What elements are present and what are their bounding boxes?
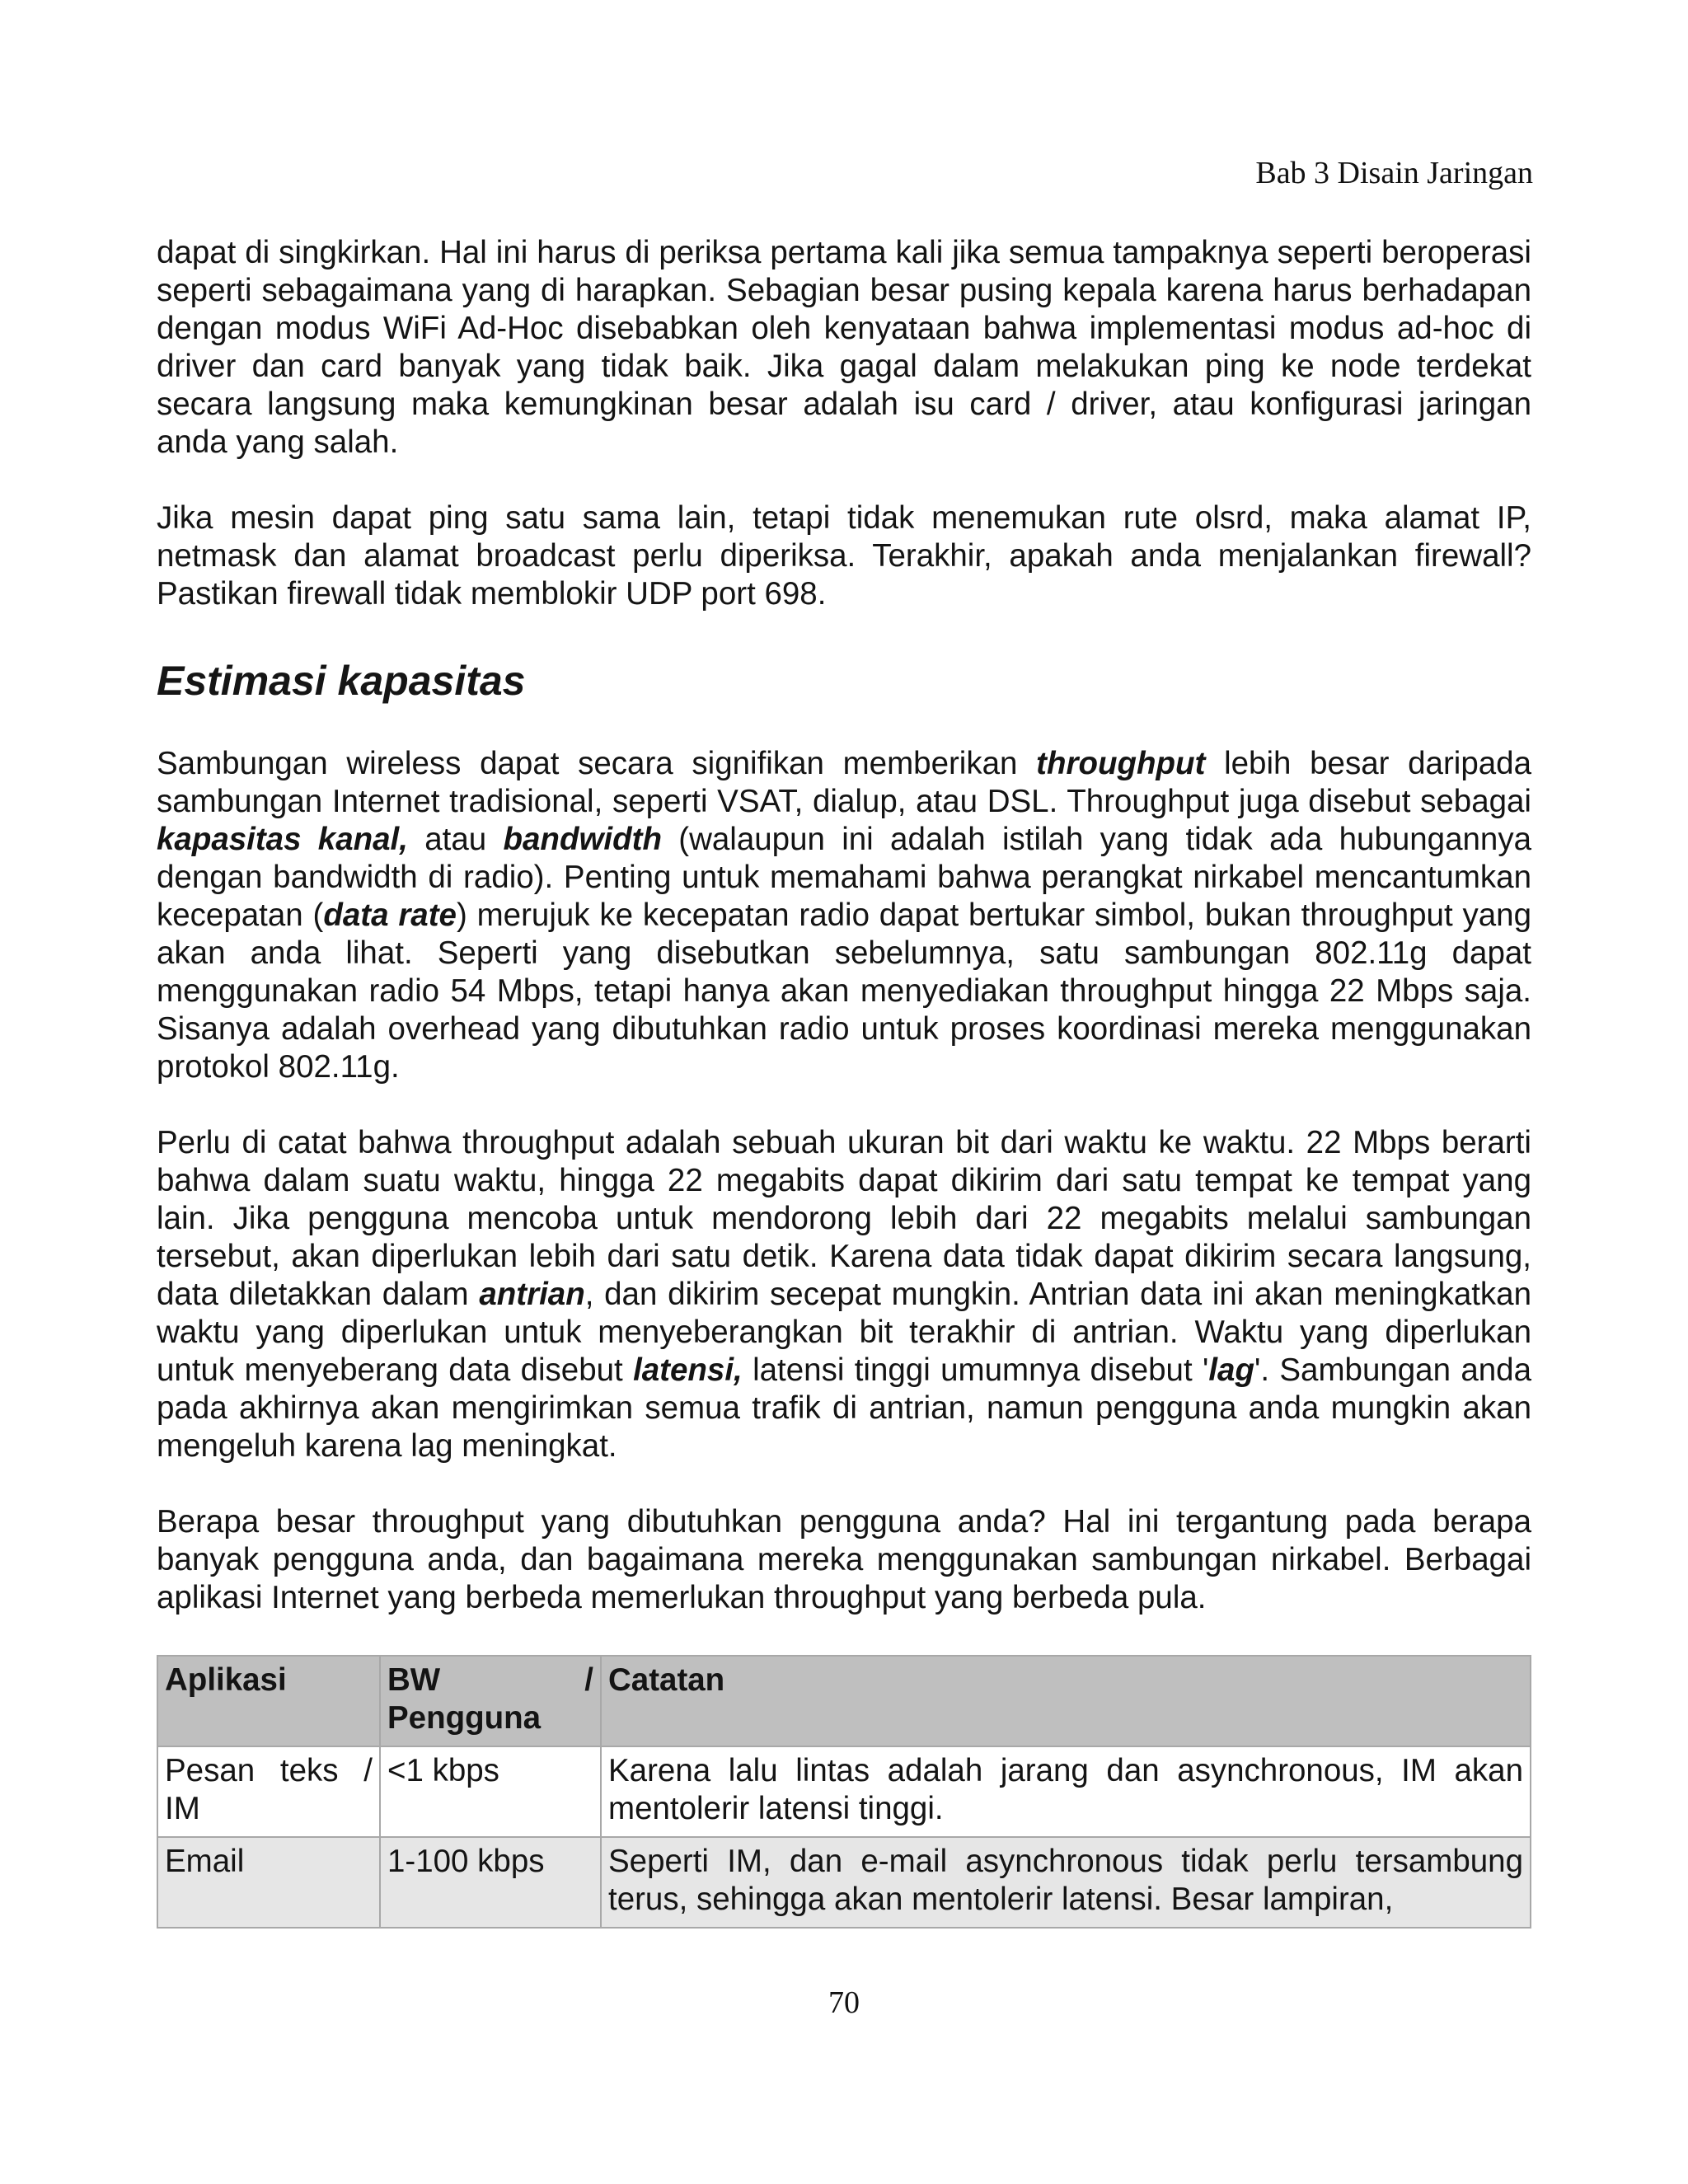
paragraph-2: Jika mesin dapat ping satu sama lain, tetapi tidak menemukan rute olsrd, maka alamat IP, netmask dan alamat broadcast perlu diperiksa. Terakhir, apakah anda menjalankan firewall? Pastikan firewall tidak memblokir UDP port 698. [157,500,1531,612]
text-segment: (walaupun ini adalah istilah yang tidak ada hubungannya dengan bandwidth di radio). Penting untuk memahami bahwa perangkat nirkabel mencantumkan kecepatan ( [157,822,1531,933]
running-header: Bab 3 Disain Jaringan [1255,156,1533,190]
term-kapasitas-kanal: kapasitas kanal, [157,822,408,857]
term-latensi: latensi, [633,1352,743,1388]
paragraph-5: Berapa besar throughput yang dibutuhkan pengguna anda? Hal ini tergantung pada berapa banyak pengguna anda, dan bagaimana mereka menggunakan sambungan nirkabel. Berbagai aplikasi Internet yang berbeda memerlukan throughput yang berbeda pula. [157,1504,1531,1615]
table-header-row [157,1656,1531,1746]
term-antrian: antrian [479,1277,585,1312]
term-bandwidth: bandwidth [503,822,662,857]
cell-bw: <1 kbps [380,1746,601,1837]
cell-bw: 1-100 kbps [380,1837,601,1928]
text-segment: lebih besar daripada sambungan Internet tradisional, seperti VSAT, dialup, atau DSL. Throughput juga disebut sebagai [157,746,1531,819]
cell-catatan: Karena lalu lintas adalah jarang dan asynchronous, IM akan mentolerir latensi tinggi. [601,1746,1531,1837]
text-segment: atau [407,822,504,857]
table-row [157,1837,1531,1928]
text-segment: '. Sambungan anda pada akhirnya akan mengirimkan semua trafik di antrian, namun pengguna anda mungkin akan mengeluh karena lag meningkat. [157,1352,1531,1464]
cell-aplikasi: Pesan teks / IM [157,1746,380,1837]
header-aplikasi: Aplikasi [157,1656,380,1746]
term-data-rate: data rate [323,898,457,933]
paragraph-4 [157,1124,1531,1465]
header-catatan: Catatan [601,1656,1531,1746]
section-heading: Estimasi kapasitas [157,658,526,704]
text-segment: Perlu di catat bahwa throughput adalah sebuah ukuran bit dari waktu ke waktu. 22 Mbps berarti bahwa dalam suatu waktu, hingga 22 megabits dapat dikirim dari satu tempat ke tempat yang lain. Jika pengguna mencoba untuk mendorong lebih dari 22 megabits melalui sambungan tersebut, akan diperlukan lebih dari satu detik. Karena data tidak dapat dikirim secara langsung, data diletakkan dalam [157,1125,1531,1312]
paragraph-1: dapat di singkirkan. Hal ini harus di periksa pertama kali jika semua tampaknya seperti beroperasi seperti sebagaimana yang di harapkan. Sebagian besar pusing kepala karena harus berhadapan dengan modus WiFi Ad-Hoc disebabkan oleh kenyataan bahwa implementasi modus ad-hoc di driver dan card banyak yang tidak baik. Jika gagal dalam melakukan ping ke node terdekat secara langsung maka kemungkinan besar adalah isu card / driver, atau konfigurasi jaringan anda yang salah. [157,235,1531,460]
cell-catatan: Seperti IM, dan e-mail asynchronous tidak perlu tersambung terus, sehingga akan mentolerir latensi. Besar lampiran, [601,1837,1531,1928]
term-lag: lag [1208,1352,1254,1388]
cell-aplikasi: Email [157,1837,380,1928]
term-throughput: throughput [1036,746,1206,781]
page-number: 70 [828,1985,860,2020]
text-segment: Sambungan wireless dapat secara signifikan memberikan [157,746,1037,781]
header-bw-pengguna: BW / Pengguna [380,1656,601,1746]
paragraph-3 [157,745,1531,1086]
table-row [157,1746,1531,1837]
bandwidth-table [157,1655,1531,1929]
page-body [157,234,1531,1929]
text-segment: , dan dikirim secepat mungkin. Antrian data ini akan meningkatkan waktu yang diperlukan untuk menyeberangkan bit terakhir di antrian. Waktu yang diperlukan untuk menyeberang data disebut [157,1277,1532,1388]
text-segment: latensi tinggi umumnya disebut ' [742,1352,1209,1388]
text-segment: ) merujuk ke kecepatan radio dapat bertukar simbol, bukan throughput yang akan anda lihat. Seperti yang disebutkan sebelumnya, satu sambungan 802.11g dapat menggunakan radio 54 Mbps, tetapi hanya akan menyediakan throughput hingga 22 Mbps saja. Sisanya adalah overhead yang dibutuhkan radio untuk proses koordinasi mereka menggunakan protokol 802.11g. [157,898,1531,1085]
